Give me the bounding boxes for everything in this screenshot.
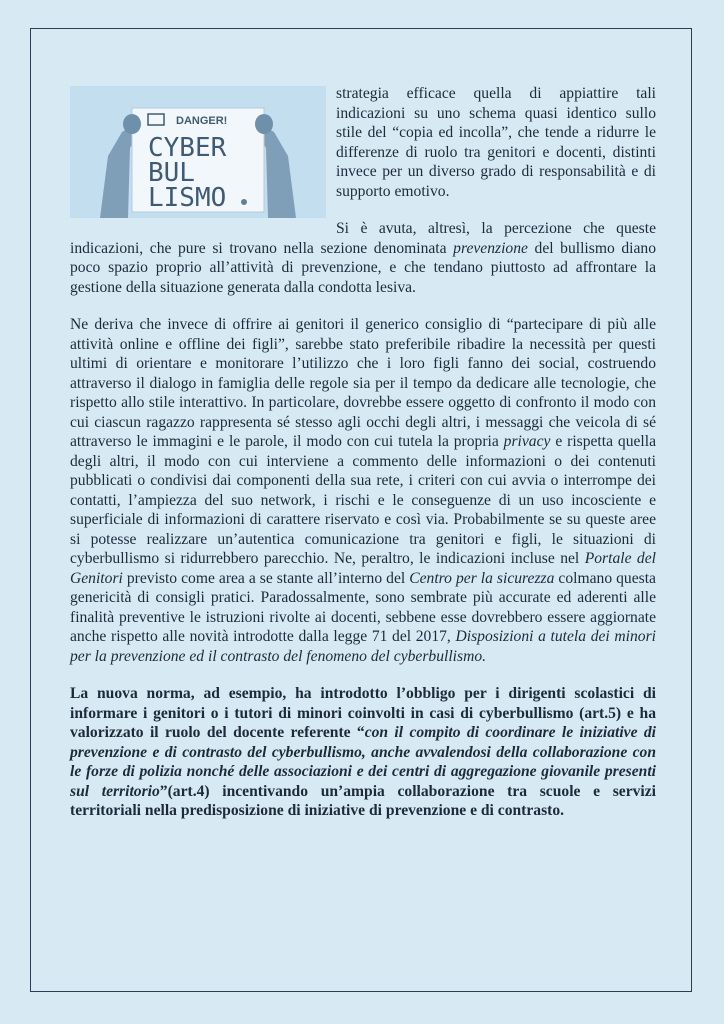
cyberbullying-sign-image [70, 86, 326, 218]
sign-badge: DANGER! [176, 115, 228, 127]
paragraph-3: Ne deriva che invece di offrire ai genitori il generico consiglio di “partecipare di più alle attività online e offline dei figli”, sarebbe stato preferibile ribadire la necessità per questi ultimi di orientare e monitorare l’utilizzo che i loro figli fanno dei social, costruendo attraverso il dialogo in famiglia delle regole sia per il tempo da dedicare alle tecnologie, che rispetto allo stile interattivo. In particolare, dovrebbe essere oggetto di confronto il modo con cui ciascun ragazzo rappresenta sé stesso agli occhi degli altri, i messaggi che veicola di sé attraverso le immagini e le parole, il modo con cui tutela la propria privacy e rispetta quella degli altri, il modo con cui interviene a commento delle informazioni o dei contenuti pubblicati o condivisi dai componenti della sua rete, i criteri con cui avvia o interrompe dei contatti, l’ampiezza del suo network, i rischi e le conseguenze di un uso incosciente e superficiale di informazioni di carattere riservato e così via. Probabilmente se su queste aree si potesse realizzare un’autentica comunicazione tra genitori e figli, le situazioni di cyberbullismo si ridurrebbero parecchio. Ne, peraltro, le indicazioni incluse nel Portale del Genitori previsto come area a se stante all’interno del Centro per la sicurezza colmano questa genericità di consigli pratici. Paradossalmente, sono sembrate più accurate ed aderenti alle finalità preventive le istruzioni rivolte ai docenti, sebbene esse dovrebbero essere aggiornate anche rispetto alle novità introdotte dalla legge 71 del 2017, Disposizioni a tutela dei minori per la prevenzione ed il contrasto del fenomeno del cyberbullismo. [70, 316, 657, 665]
article-body [70, 84, 656, 821]
sign-line-1: CYBER [148, 133, 227, 163]
sign-line-2: BUL [148, 158, 195, 188]
paragraph-1: strategia efficace quella di appiattire tali indicazioni su uno schema quasi identico sullo stile del “copia ed incolla”, che tende a ridurre le differenze di ruolo tra genitori e docenti, distinti invece per un diverso grado di responsabilità e di supporto emotivo. [336, 85, 656, 200]
sign-line-3: LISMO [148, 183, 227, 213]
paragraph-4: La nuova norma, ad esempio, ha introdotto l’obbligo per i dirigenti scolastici di informare i genitori o i tutori di minori coinvolti in casi di cyberbullismo (art.5) e ha valorizzato il ruolo del docente referente “con il compito di coordinare le iniziative di prevenzione e di contrasto del cyberbullismo, anche avvalendosi della collaborazione con le forze di polizia nonché delle associazioni e dei centri di aggregazione giovanile presenti sul territorio”(art.4) incentivando un’ampia collaborazione tra scuole e servizi territoriali nella predisposizione di iniziative di prevenzione e di contrasto. [70, 685, 656, 819]
paragraph-2: Si è avuta, altresì, la percezione che queste indicazioni, che pure si trovano nella sezione denominata prevenzione del bullismo diano poco spazio proprio all’attività di prevenzione, e che tendano piuttosto ad affrontare la gestione della situazione generata dalla condotta lesiva. [70, 220, 656, 296]
